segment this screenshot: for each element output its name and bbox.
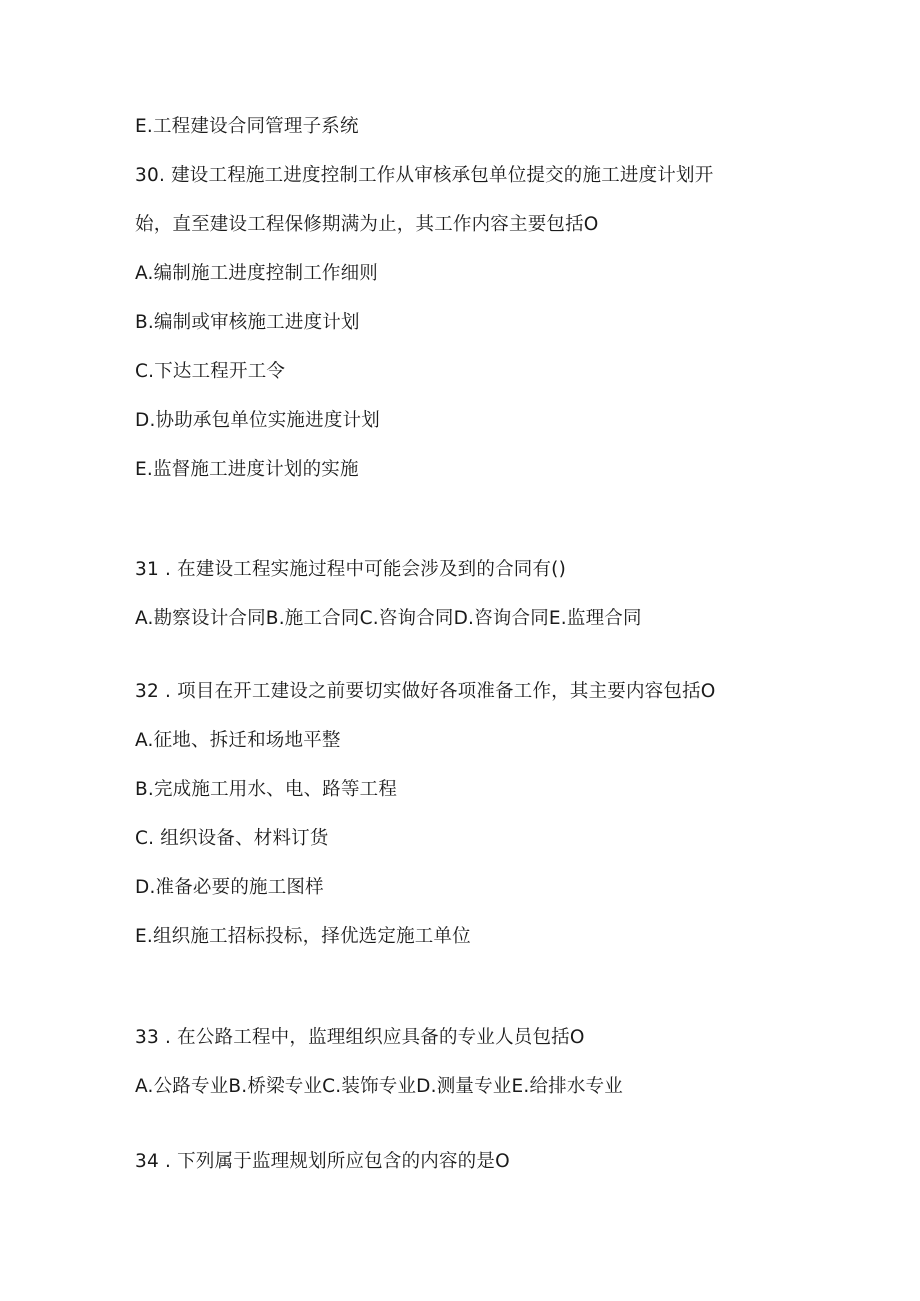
option-32-d: D.准备必要的施工图样 [135,877,324,898]
question-32: 32 . 项目在开工建设之前要切实做好各项准备工作，其主要内容包括O [135,681,716,702]
question-31: 31 . 在建设工程实施过程中可能会涉及到的合同有() [135,559,567,580]
question-34: 34 . 下列属于监理规划所应包含的内容的是O [135,1151,510,1172]
option-30-d: D.协助承包单位实施进度计划 [135,410,380,431]
option-32-a: A.征地、拆迁和场地平整 [135,730,341,751]
options-33: A.公路专业B.桥梁专业C.装饰专业D.测量专业E.给排水专业 [135,1076,623,1097]
option-32-c: C. 组织设备、材料订货 [135,828,329,849]
option-32-e: E.组织施工招标投标，择优选定施工单位 [135,926,471,947]
question-30-line-2: 始，直至建设工程保修期满为止，其工作内容主要包括O [135,214,599,235]
option-30-b: B.编制或审核施工进度计划 [135,312,360,333]
option-32-b: B.完成施工用水、电、路等工程 [135,779,398,800]
option-30-a: A.编制施工进度控制工作细则 [135,263,379,284]
question-30-line-1: 30. 建设工程施工进度控制工作从审核承包单位提交的施工进度计划开 [135,165,714,186]
option-30-c: C.下达工程开工令 [135,361,286,382]
question-33: 33 . 在公路工程中，监理组织应具备的专业人员包括O [135,1027,585,1048]
option-30-e: E.监督施工进度计划的实施 [135,459,359,480]
option-29-e: E.工程建设合同管理子系统 [135,116,359,137]
options-31: A.勘察设计合同B.施工合同C.咨询合同D.咨询合同E.监理合同 [135,608,642,629]
